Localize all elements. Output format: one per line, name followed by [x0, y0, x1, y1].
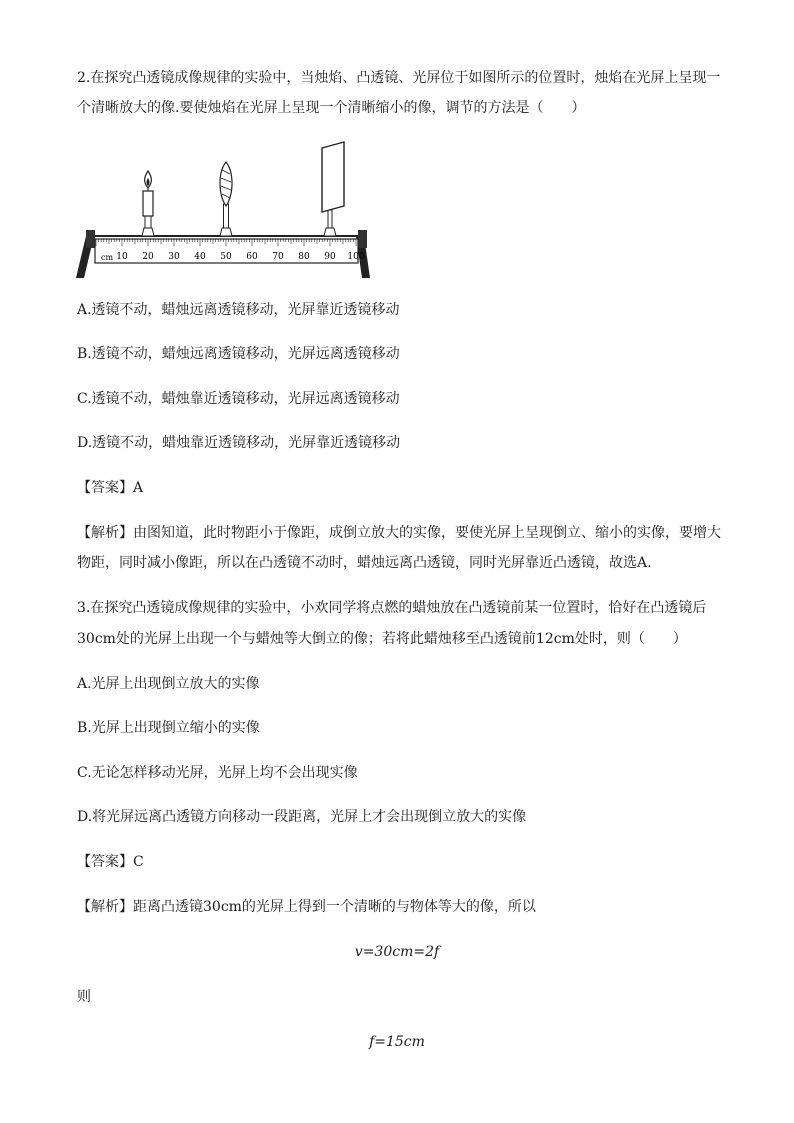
q2-analysis-line1: 【解析】由图知道，此时物距小于像距，成倒立放大的实像，要使光屏上呈现倒立、缩小的实像，要增大	[77, 525, 721, 541]
q3-equation-1: v=30cm=2f	[354, 944, 440, 960]
q2-option-c: C.透镜不动，蜡烛靠近透镜移动，光屏远离透镜移动	[77, 391, 400, 407]
q3-option-d: D.将光屏远离凸透镜方向移动一段距离，光屏上才会出现倒立放大的实像	[77, 809, 527, 825]
q2-option-a: A.透镜不动，蜡烛远离透镜移动，光屏靠近透镜移动	[77, 302, 400, 318]
q2-answer: 【答案】A	[77, 480, 144, 496]
ruler-label-20: 20	[142, 252, 154, 262]
convex-lens	[220, 162, 232, 236]
q3-option-a: A.光屏上出现倒立放大的实像	[77, 676, 260, 692]
ruler-label-40: 40	[194, 252, 206, 262]
q3-option-c: C.无论怎样移动光屏，光屏上均不会出现实像	[77, 765, 358, 781]
light-screen	[322, 142, 344, 236]
q3-answer: 【答案】C	[77, 854, 144, 870]
ruler-label-70: 70	[272, 252, 284, 262]
ruler-label-30: 30	[168, 252, 180, 262]
q3-then: 则	[77, 989, 91, 1005]
q2-option-d: D.透镜不动，蜡烛靠近透镜移动，光屏靠近透镜移动	[77, 435, 401, 451]
ruler-label-60: 60	[246, 252, 258, 262]
q2-option-b: B.透镜不动，蜡烛远离透镜移动，光屏远离透镜移动	[77, 346, 400, 362]
q2-analysis-line2: 物距，同时减小像距，所以在凸透镜不动时，蜡烛远离凸透镜，同时光屏靠近凸透镜，故选A.	[77, 555, 652, 571]
right-end-post	[358, 230, 367, 248]
ruler-label-10: 10	[116, 252, 128, 262]
ruler-label-90: 90	[324, 252, 336, 262]
ruler-label-50: 50	[220, 252, 232, 262]
ruler-label-80: 80	[298, 252, 310, 262]
unit-label: cm	[101, 253, 114, 262]
q3-stem-line1: 3.在探究凸透镜成像规律的实验中，小欢同学将点燃的蜡烛放在凸透镜前某一位置时，恰好在凸透镜后	[77, 600, 707, 616]
q2-stem-line2: 个清晰放大的像.要使烛焰在光屏上呈现一个清晰缩小的像，调节的方法是（ ）	[77, 100, 586, 116]
q3-equation-2: f=15cm	[369, 1034, 425, 1050]
q2-stem-line1: 2.在探究凸透镜成像规律的实验中，当烛焰、凸透镜、光屏位于如图所示的位置时，烛焰在光屏上呈现一	[77, 70, 721, 86]
optical-bench-figure	[72, 138, 372, 286]
q3-stem-line2: 30cm处的光屏上出现一个与蜡烛等大倒立的像；若将此蜡烛移至凸透镜前12cm处时，则（ ）	[77, 631, 687, 647]
candle	[142, 171, 154, 236]
left-end-post	[86, 230, 95, 248]
q3-option-b: B.光屏上出现倒立缩小的实像	[77, 720, 260, 736]
q3-analysis-line1: 【解析】距离凸透镜30cm的光屏上得到一个清晰的与物体等大的像，所以	[77, 899, 536, 915]
ruler-label-100: 100	[347, 252, 365, 262]
